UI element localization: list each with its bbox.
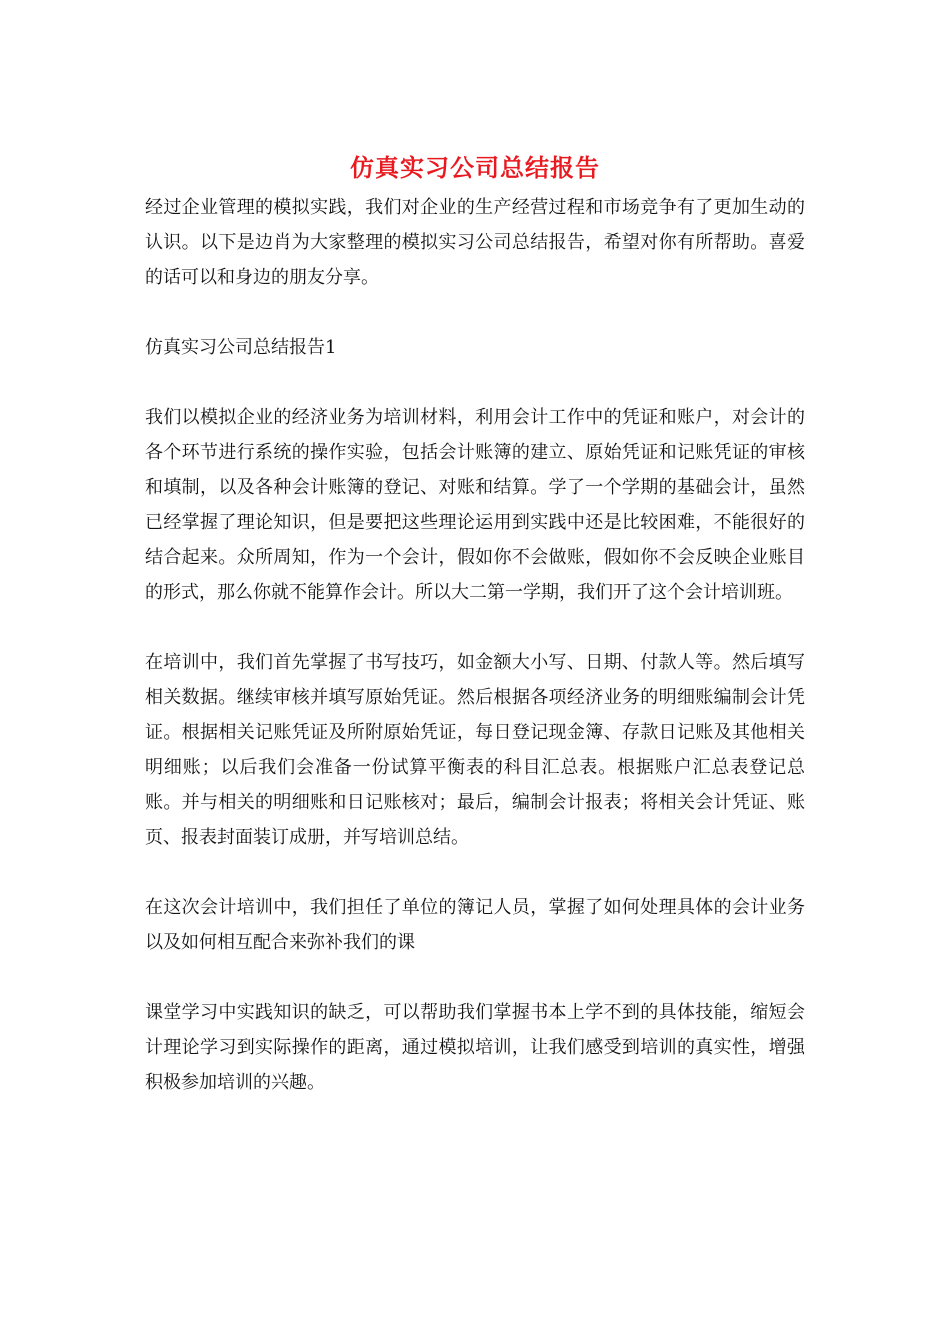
body-paragraph: 在这次会计培训中，我们担任了单位的簿记人员，掌握了如何处理具体的会计业务以及如何相互配合来弥补我们的课 xyxy=(145,897,805,953)
body-paragraph: 我们以模拟企业的经济业务为培训材料，利用会计工作中的凭证和账户，对会计的各个环节进行系统的操作实验，包括会计账簿的建立、原始凭证和记账凭证的审核和填制，以及各种会计账簿的登记、对账和结算。学了一个学期的基础会计，虽然已经掌握了理论知识，但是要把这些理论运用到实践中还是比较困难，不能很好的结合起来。众所周知，作为一个会计，假如你不会做账，假如你不会反映企业账目的形式，那么你就不能算作会计。所以大二第一学期，我们开了这个会计培训班。 xyxy=(145,407,805,603)
section-heading: 仿真实习公司总结报告1 xyxy=(145,337,337,358)
intro-paragraph: 经过企业管理的模拟实践，我们对企业的生产经营过程和市场竞争有了更加生动的认识。以下是边肖为大家整理的模拟实习公司总结报告，希望对你有所帮助。喜爱的话可以和身边的朋友分享。 xyxy=(145,197,805,288)
body-paragraph: 在培训中，我们首先掌握了书写技巧，如金额大小写、日期、付款人等。然后填写相关数据。继续审核并填写原始凭证。然后根据各项经济业务的明细账编制会计凭证。根据相关记账凭证及所附原始凭证，每日登记现金簿、存款日记账及其他相关明细账；以后我们会准备一份试算平衡表的科目汇总表。根据账户汇总表登记总账。并与相关的明细账和日记账核对；最后，编制会计报表；将相关会计凭证、账页、报表封面装订成册，并写培训总结。 xyxy=(145,652,805,848)
body-paragraph: 课堂学习中实践知识的缺乏，可以帮助我们掌握书本上学不到的具体技能，缩短会计理论学习到实际操作的距离，通过模拟培训，让我们感受到培训的真实性，增强积极参加培训的兴趣。 xyxy=(145,1002,805,1093)
document-body xyxy=(145,190,805,1135)
document-title: 仿真实习公司总结报告 xyxy=(350,153,600,182)
